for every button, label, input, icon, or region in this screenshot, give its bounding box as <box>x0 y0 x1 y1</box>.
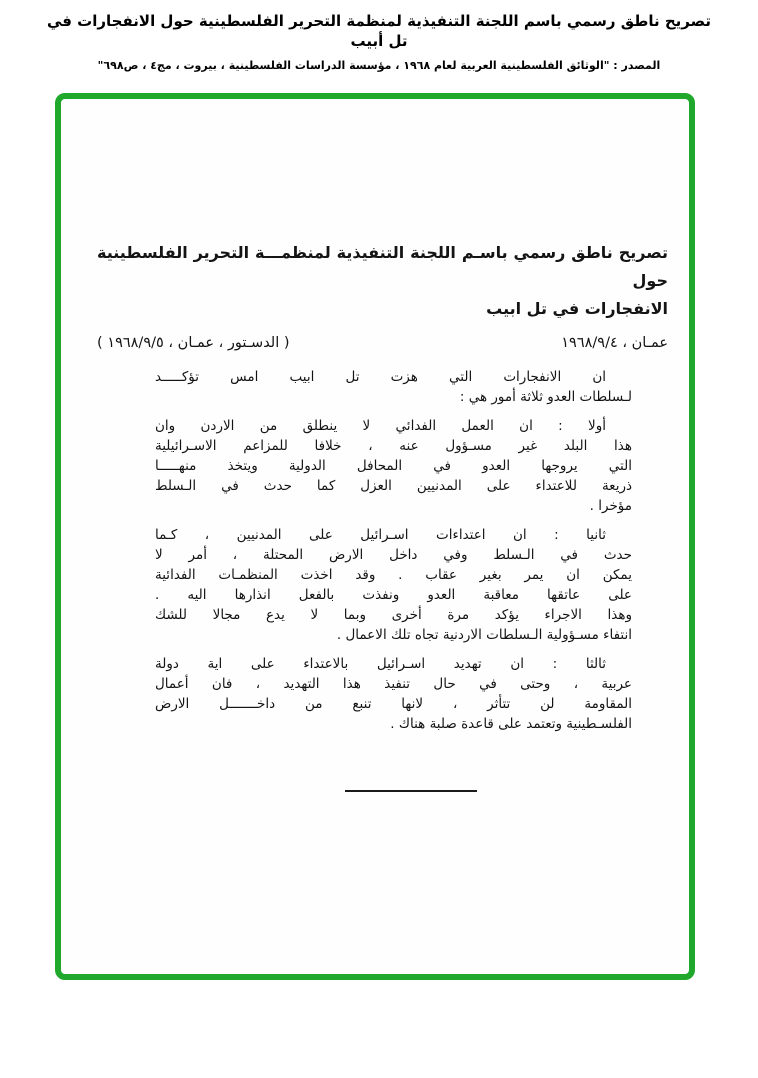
page-header <box>0 0 758 72</box>
paragraph <box>155 654 632 734</box>
document-body <box>155 367 632 734</box>
paragraph-line: ثالثا : ان تهديد اسـرائيل بالاعتداء على اية دولة <box>155 656 606 672</box>
paragraph-line: وهذا الاجراء يؤكد مرة أخرى وبما لا يدع مجالا للشك <box>155 607 632 623</box>
source-citation: المصدر : "الوثائق الفلسطينية العربية لعام ١٩٦٨ ، مؤسسة الدراسات الفلسطينية ، بيروت ، مج٤ ، ص٦٩٨" <box>97 59 661 72</box>
dateline-place-date: عمـان ، ١٩٦٨/٩/٤ <box>561 335 668 351</box>
paragraph-line: حدث في الـسلط وفي داخل الارض المحتلة ، أمر لا <box>155 547 632 563</box>
document-title <box>97 239 668 323</box>
paragraph-line: مؤخرا . <box>589 498 632 514</box>
paragraph-line: انتفاء مسـؤولية الـسلطات الاردنية تجاه تلك الاعمال . <box>336 627 632 643</box>
paragraph-line: الفلسـطينية وتعتمد على قاعدة صلبة هناك . <box>390 716 632 732</box>
paragraph-line: ان الانفجارات التي هزت تل ابيب امس تؤكـــــد <box>155 369 606 385</box>
paragraph-line: أولا : ان العمل الفدائي لا ينطلق من الاردن وان <box>155 418 606 434</box>
paragraph <box>155 525 632 645</box>
paragraph-line: التي يروجها العدو في المحافل الدولية ويتخذ منهـــــا <box>155 458 632 474</box>
dateline-source-reference: ( الدسـتور ، عمـان ، ١٩٦٨/٩/٥ ) <box>97 335 290 351</box>
document-title-line1: تصريح ناطق رسمي باسـم اللجنة التنفيذية لمنظمـــة التحرير الفلسطينية حول <box>97 243 668 290</box>
paragraph <box>155 416 632 516</box>
page-title: تصريح ناطق رسمي باسم اللجنة التنفيذية لمنظمة التحرير الفلسطينية حول الانفجارات في تل أبيب <box>46 12 712 50</box>
paragraph-line: عربية ، وحتى في حال تنفيذ هذا التهديد ، فان أعمال <box>155 676 632 692</box>
dateline <box>97 332 668 354</box>
document-scan-frame <box>55 93 695 980</box>
paragraph-line: على عاتقها معاقبة العدو ونفذت بالفعل انذارها اليه . <box>155 587 632 603</box>
paragraph-line: لـسلطات العدو ثلاثة أمور هي : <box>459 389 632 405</box>
paragraph-line: يمكن ان يمر بغير عقاب . وقد اخذت المنظمـات الفدائية <box>155 567 632 583</box>
document-title-line2: الانفجارات في تل ابيب <box>486 299 668 318</box>
end-divider <box>345 790 477 792</box>
scanned-document <box>61 99 689 792</box>
paragraph-line: ذريعة للاعتداء على المدنيين العزل كما حدث في الـسلط <box>155 478 632 494</box>
paragraph-line: ثانيا : ان اعتداءات اسـرائيل على المدنيين ، كـما <box>155 527 606 543</box>
paragraph-line: المقاومة لن تتأثر ، لانها تنبع من داخـــــــل الارض <box>155 696 632 712</box>
paragraph <box>155 367 632 407</box>
paragraph-line: هذا البلد غير مسـؤول عنه ، خلافا للمزاعم الاسـرائيلية <box>155 438 632 454</box>
